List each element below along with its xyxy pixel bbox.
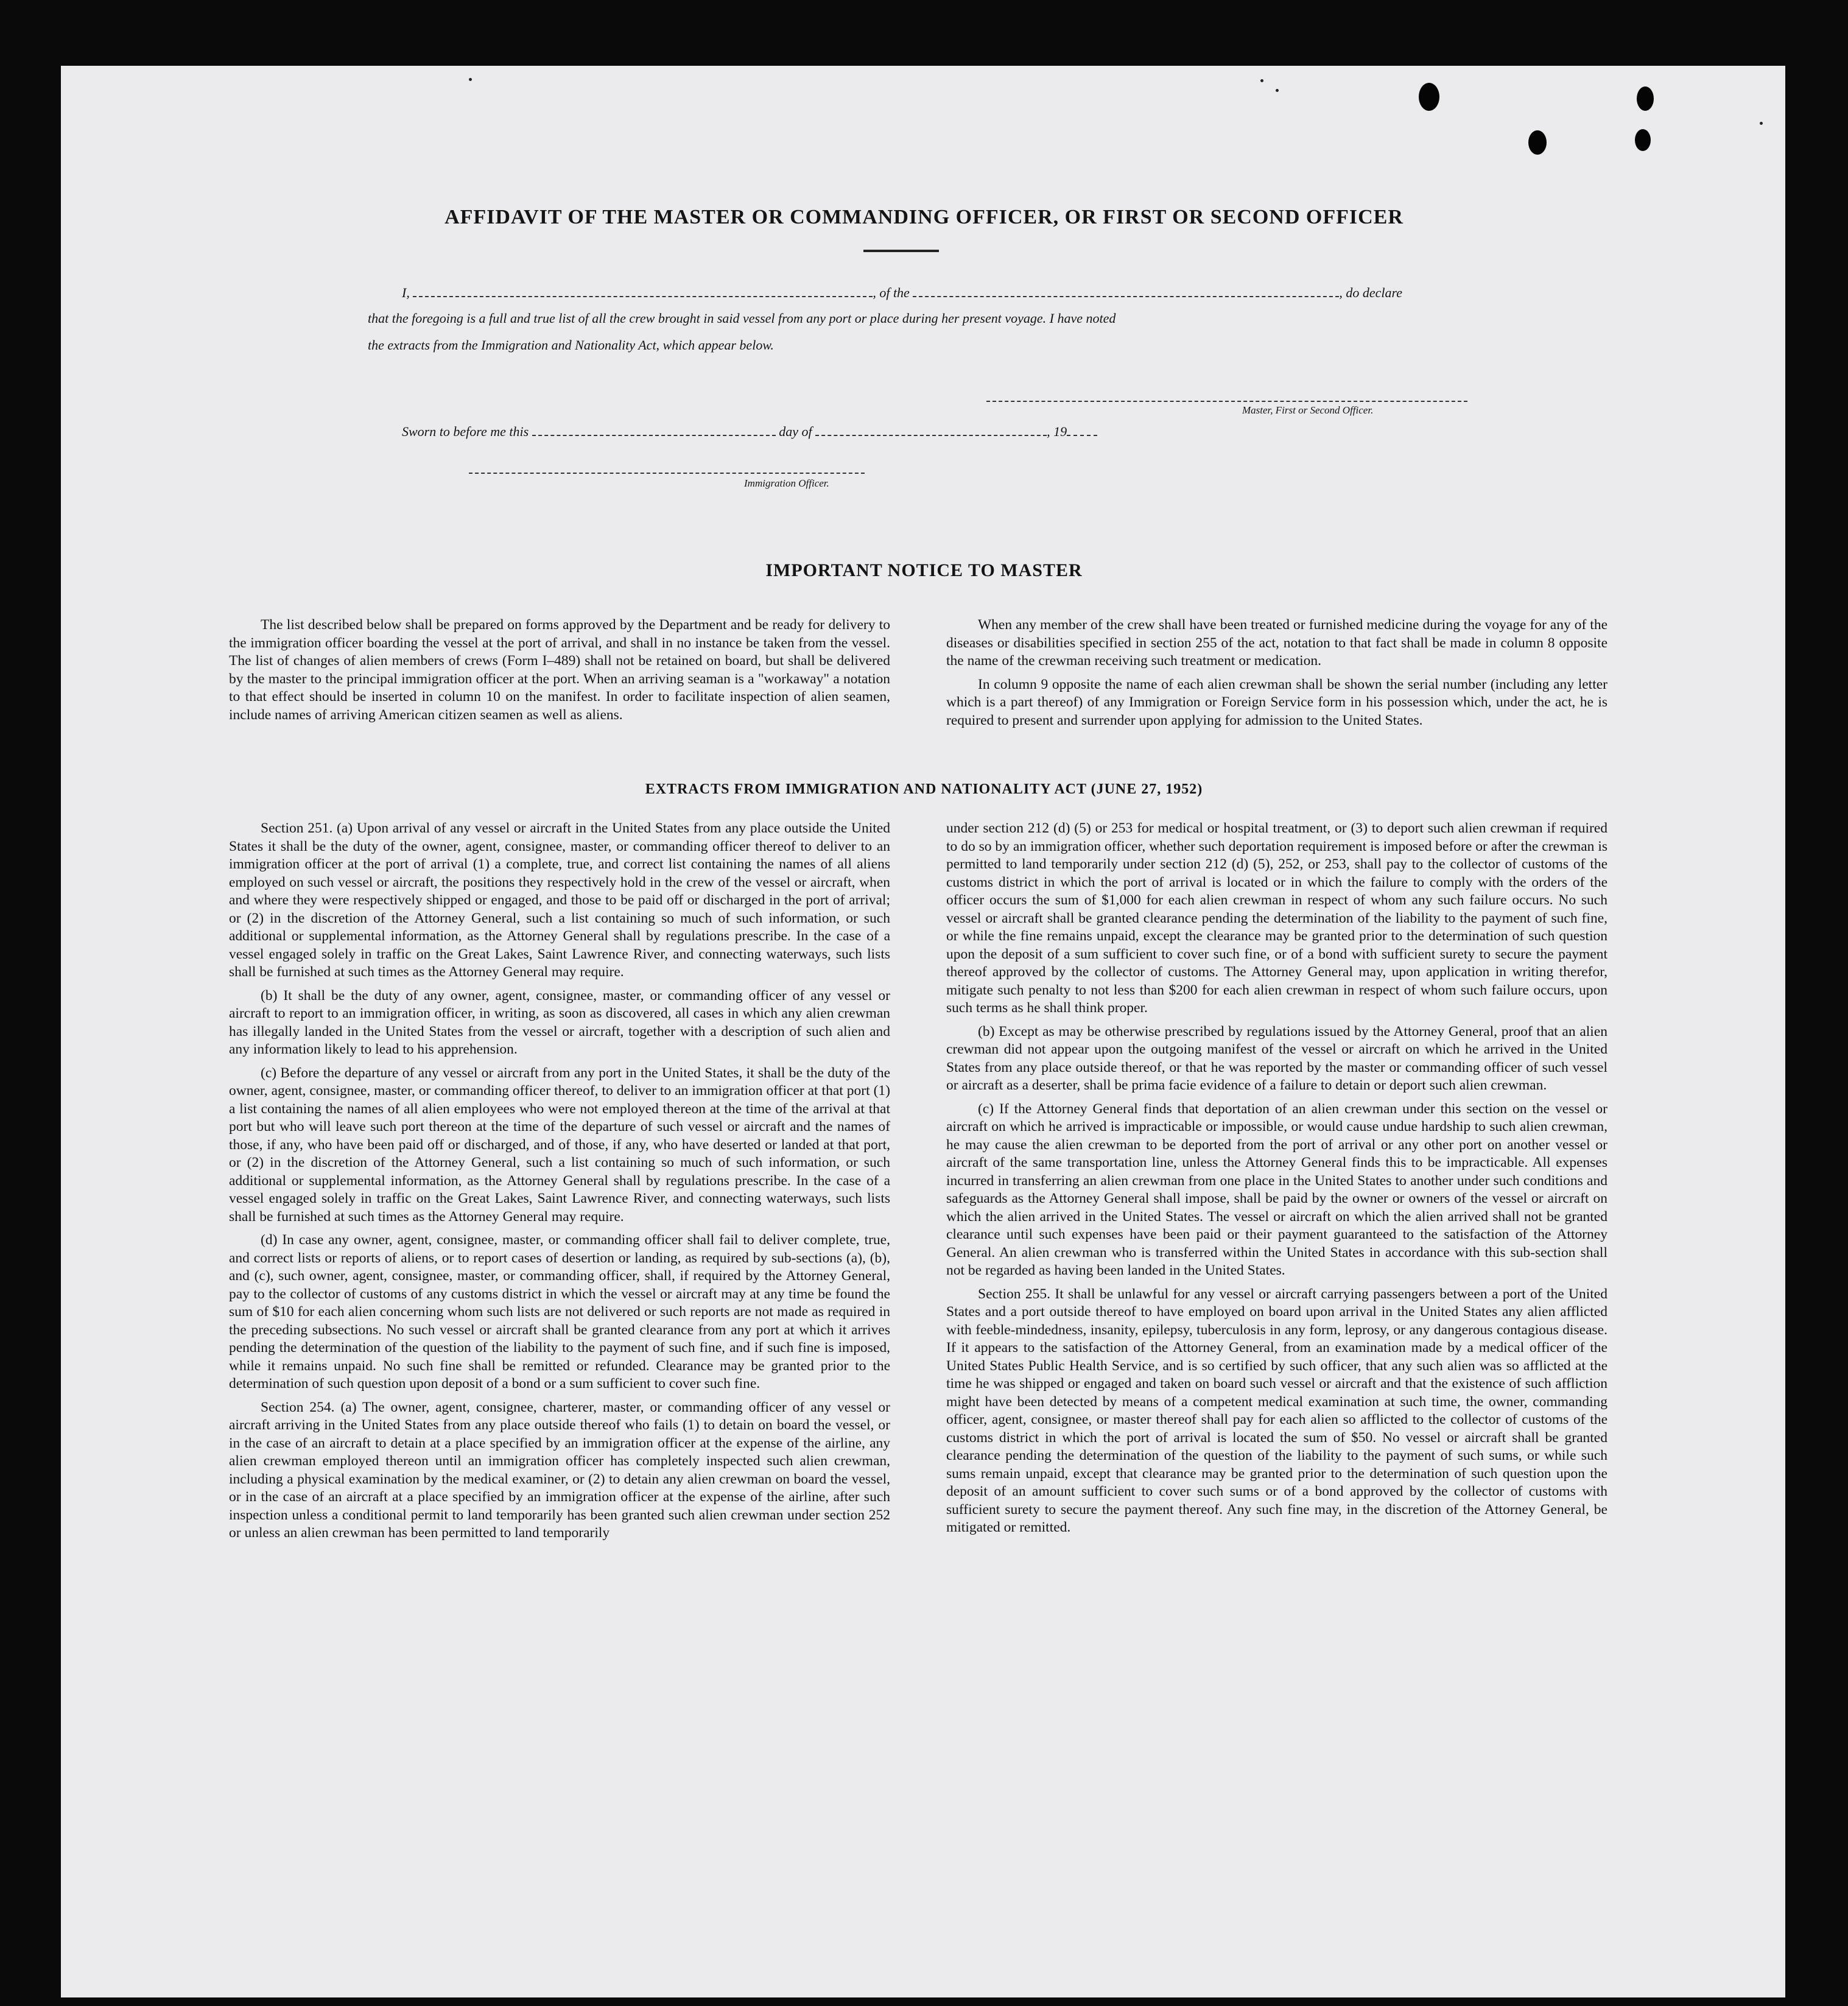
extracts-left-column [229,820,890,1548]
vessel-prefix: , of the [873,285,910,300]
sworn-prefix: Sworn to before me this [402,424,529,439]
officer-signature-field[interactable] [469,473,865,474]
affidavit-title: AFFIDAVIT OF THE MASTER OR COMMANDING OFFICER, OR FIRST OR SECOND OFFICER [444,206,1404,228]
section-251c: (c) Before the departure of any vessel or aircraft from any port in the United States, it shall be the duty of the owner, agent, consignee, master, or commanding officer thereof, to deliver to an immigration officer at that port (1) a list containing the names of all alien employees who were not employed thereon at the time of the arrival at that port but who will leave such port thereon at the time of the departure of such vessel or aircraft and the names of those, if any, who have been paid off or discharged, and of those, if any, who have deserted or landed at that port, or (2) in the discretion of the Attorney General, such a list containing so much of such information, or such additional or supplemental information, as the Attorney General shall by regulations prescribe. In the case of a vessel engaged solely in traffic on the Great Lakes, Saint Lawrence River, and connecting waterways, such lists shall be furnished at such times as the Attorney General may require. [229,1065,890,1225]
sworn-date-field[interactable] [532,423,776,436]
ink-blot [1635,129,1651,151]
notice-paragraph: When any member of the crew shall have been treated or furnished medicine during the voyage for any of the diseases or disabilities specified in section 255 of the act, notation to that fact shall be made in column 8 opposite the name of the crewman receiving such treatment or medication. [946,617,1607,669]
notice-left-column [229,616,890,730]
affidavit-line-2: that the foregoing is a full and true list of all the crew brought in said vessel from any port or place during her present voyage. I have noted [368,311,1116,326]
master-signature-field[interactable] [986,401,1467,402]
vessel-name-field[interactable] [913,284,1339,297]
affidavit-line-3: the extracts from the Immigration and Nationality Act, which appear below. [368,337,774,353]
master-signature-caption: Master, First or Second Officer. [1242,404,1374,416]
notice-title: IMPORTANT NOTICE TO MASTER [765,560,1083,580]
sworn-line [402,423,1097,440]
speck [1276,89,1279,92]
section-254b: (b) Except as may be otherwise prescribed by regulations issued by the Attorney General, proof that an alien crewman did not appear upon the outgoing manifest of the vessel or aircraft on which he arrived in the United States from any place outside thereof, or that he was reported by the master or commanding officer of such vessel or aircraft as a deserter, shall be prima facie evidence of a failure to detain or deport such alien crewman. [946,1023,1607,1093]
speck [1260,79,1263,82]
notice-paragraph: In column 9 opposite the name of each alien crewman shall be shown the serial number (including any letter which is a part thereof) of any Immigration or Foreign Service form in his possession which, under the act, he is required to present and surrender upon applying for admission to the United States. [946,676,1607,728]
ink-blot [1419,83,1439,111]
sworn-year-label: , 19 [1047,424,1067,439]
notice-right-column [946,616,1607,735]
affidavit-line-1 [402,284,1402,301]
officer-signature-caption: Immigration Officer. [744,477,829,489]
section-254a: Section 254. (a) The owner, agent, consignee, charterer, master, or commanding officer of any vessel or aircraft arriving in the United States from any place outside thereof who fails (1) to detain on board the vessel, or in the case of an aircraft to detain at a place specified by an immigration officer at the expense of the airline, any alien crewman employed thereon until an immigration officer has completely inspected such alien crewman, including a physical examination by the medical examiner, or (2) to detain any alien crewman on board the vessel, or in the case of an aircraft at a place specified by an immigration officer at the expense of the airline, after such inspection unless a conditional permit to land temporarily has been granted such alien crewman under section 252 or unless an alien crewman has been permitted to land temporarily [229,1399,890,1541]
declarant-prefix: I, [402,285,410,300]
declarant-name-field[interactable] [413,284,873,297]
section-251a: Section 251. (a) Upon arrival of any vessel or aircraft in the United States from any place outside the United States it shall be the duty of the owner, agent, consignee, master, or commanding officer thereof to deliver to an immigration officer at the port of arrival (1) a complete, true, and correct list containing the names of all aliens employed on such vessel or aircraft, the positions they respectively hold in the crew of the vessel or aircraft, when and where they were respectively shipped or engaged, and those to be paid off or discharged in the port of arrival; or (2) in the discretion of the Attorney General, such a list containing so much of such information, or such additional or supplemental information, as the Attorney General shall by regulations prescribe. In the case of a vessel engaged solely in traffic on the Great Lakes, Saint Lawrence River, and connecting waterways, such lists shall be furnished at such times as the Attorney General may require. [229,820,890,980]
sworn-day-label: day of [779,424,812,439]
ink-blot [1637,86,1654,111]
extracts-title: EXTRACTS FROM IMMIGRATION AND NATIONALITY ACT (JUNE 27, 1952) [645,781,1203,797]
ink-blot [1528,130,1547,155]
sworn-month-field[interactable] [815,423,1047,436]
declare-suffix: , do declare [1339,285,1402,300]
section-254a-continued: under section 212 (d) (5) or 253 for medical or hospital treatment, or (3) to deport such alien crewman if required to do so by an immigration officer, whether such deportation requirement is imposed before or after the crewman is permitted to land temporarily under section 212 (d) (5), 252, or 253, shall pay to the collector of customs of the customs district in which the port of arrival is located or in which the failure to comply with the orders of the officer occurs the sum of $1,000 for each alien crewman in respect of whom any such failure occurs. No such vessel or aircraft shall be granted clearance pending the determination of the liability to the payment of such fine, or while the fine remains unpaid, except the clearance may be granted prior to the determination of such question upon the deposit of a sum sufficient to cover such fine, or of a bond with sufficient surety to secure the payment thereof approved by the collector of customs. The Attorney General may, upon application in writing therefor, mitigate such penalty to not less than $200 for each alien crewman in respect of whom such failure occurs, upon such terms as he shall think proper. [946,820,1607,1016]
speck [469,78,472,81]
section-251d: (d) In case any owner, agent, consignee, master, or commanding officer shall fail to deliver complete, true, and correct lists or reports of aliens, or to report cases of desertion or landing, as required by sub-sections (a), (b), and (c), such owner, agent, consignee, master, or commanding officer, shall, if required by the Attorney General, pay to the collector of customs of any customs district in which the vessel or aircraft may at any time be found the sum of $10 for each alien concerning whom such lists are not delivered or such reports are not made as required in the preceding subsections. No such vessel or aircraft shall be granted clearance from any port at which it arrives pending the determination of the question of the liability to the payment of such fine, and if such fine is imposed, while it remains unpaid. No such fine shall be remitted or refunded. Clearance may be granted prior to the determination of such question upon deposit of a bond or a sum sufficient to cover such fine. [229,1232,890,1392]
section-254c: (c) If the Attorney General finds that deportation of an alien crewman under this section on the vessel or aircraft on which he arrived is impracticable or impossible, or would cause undue hardship to such alien crewman, he may cause the alien crewman to be deported from the port of arrival or any other port on another vessel or aircraft of the same transportation line, unless the Attorney General finds this to be impracticable. All expenses incurred in transferring an alien crewman from one place in the United States to another under such conditions and safeguards as the Attorney General shall impose, shall be paid by the owner or owners of the vessel or aircraft on which the alien arrived in the United States. The vessel or aircraft on which the alien arrived shall not be granted clearance until such expenses have been paid or their payment guaranteed to the satisfaction of the Attorney General. An alien crewman who is transferred within the United States in accordance with this sub-section shall not be regarded as having been landed in the United States. [946,1100,1607,1278]
notice-paragraph: The list described below shall be prepared on forms approved by the Department and be ready for delivery to the immigration officer boarding the vessel at the port of arrival, and shall in no instance be taken from the vessel. The list of changes of alien members of crews (Form I–489) shall not be retained on board, but shall be delivered by the master to the principal immigration officer at the port. When an arriving seaman is a "workaway" a notation to that effect should be inserted in column 10 on the manifest. In order to facilitate inspection of alien seamen, include names of arriving American citizen seamen as well as aliens. [229,617,890,723]
section-255: Section 255. It shall be unlawful for any vessel or aircraft carrying passengers between a port of the United States and a port outside thereof to have employed on board upon arrival in the United States any alien afflicted with feeble-mindedness, insanity, epilepsy, tuberculosis in any form, leprosy, or any dangerous contagious disease. If it appears to the satisfaction of the Attorney General, from an examination made by a medical officer of the United States Public Health Service, and is so certified by such officer, that any such alien was so afflicted at the time he was shipped or engaged and taken on board such vessel or aircraft and that the existence of such affliction might have been detected by means of a competent medical examination at such time, the owner, commanding officer, agent, consignee, or master thereof shall pay for each alien so afflicted to the collector of customs of the customs district in which the port of arrival is located the sum of $50. No vessel or aircraft shall be granted clearance pending the determination of the question of the liability to the payment of such sums, or while such sums remain unpaid, except that clearance may be granted prior to the determination of such question upon the deposit of an amount sufficient to cover such sums or of a bond approved by the collector of customs with sufficient surety to secure the payment thereof. Any such fine may, in the discretion of the Attorney General, be mitigated or remitted. [946,1286,1607,1535]
sworn-year-field[interactable] [1067,423,1097,436]
title-rule [863,250,939,252]
extracts-right-column [946,820,1607,1543]
speck [1760,122,1763,125]
section-251b: (b) It shall be the duty of any owner, agent, consignee, master, or commanding officer of any vessel or aircraft to report to an immigration officer, in writing, as soon as discovered, all cases in which any alien crewman has illegally landed in the United States from the vessel or aircraft, together with a description of such alien and any information likely to lead to his apprehension. [229,987,890,1057]
